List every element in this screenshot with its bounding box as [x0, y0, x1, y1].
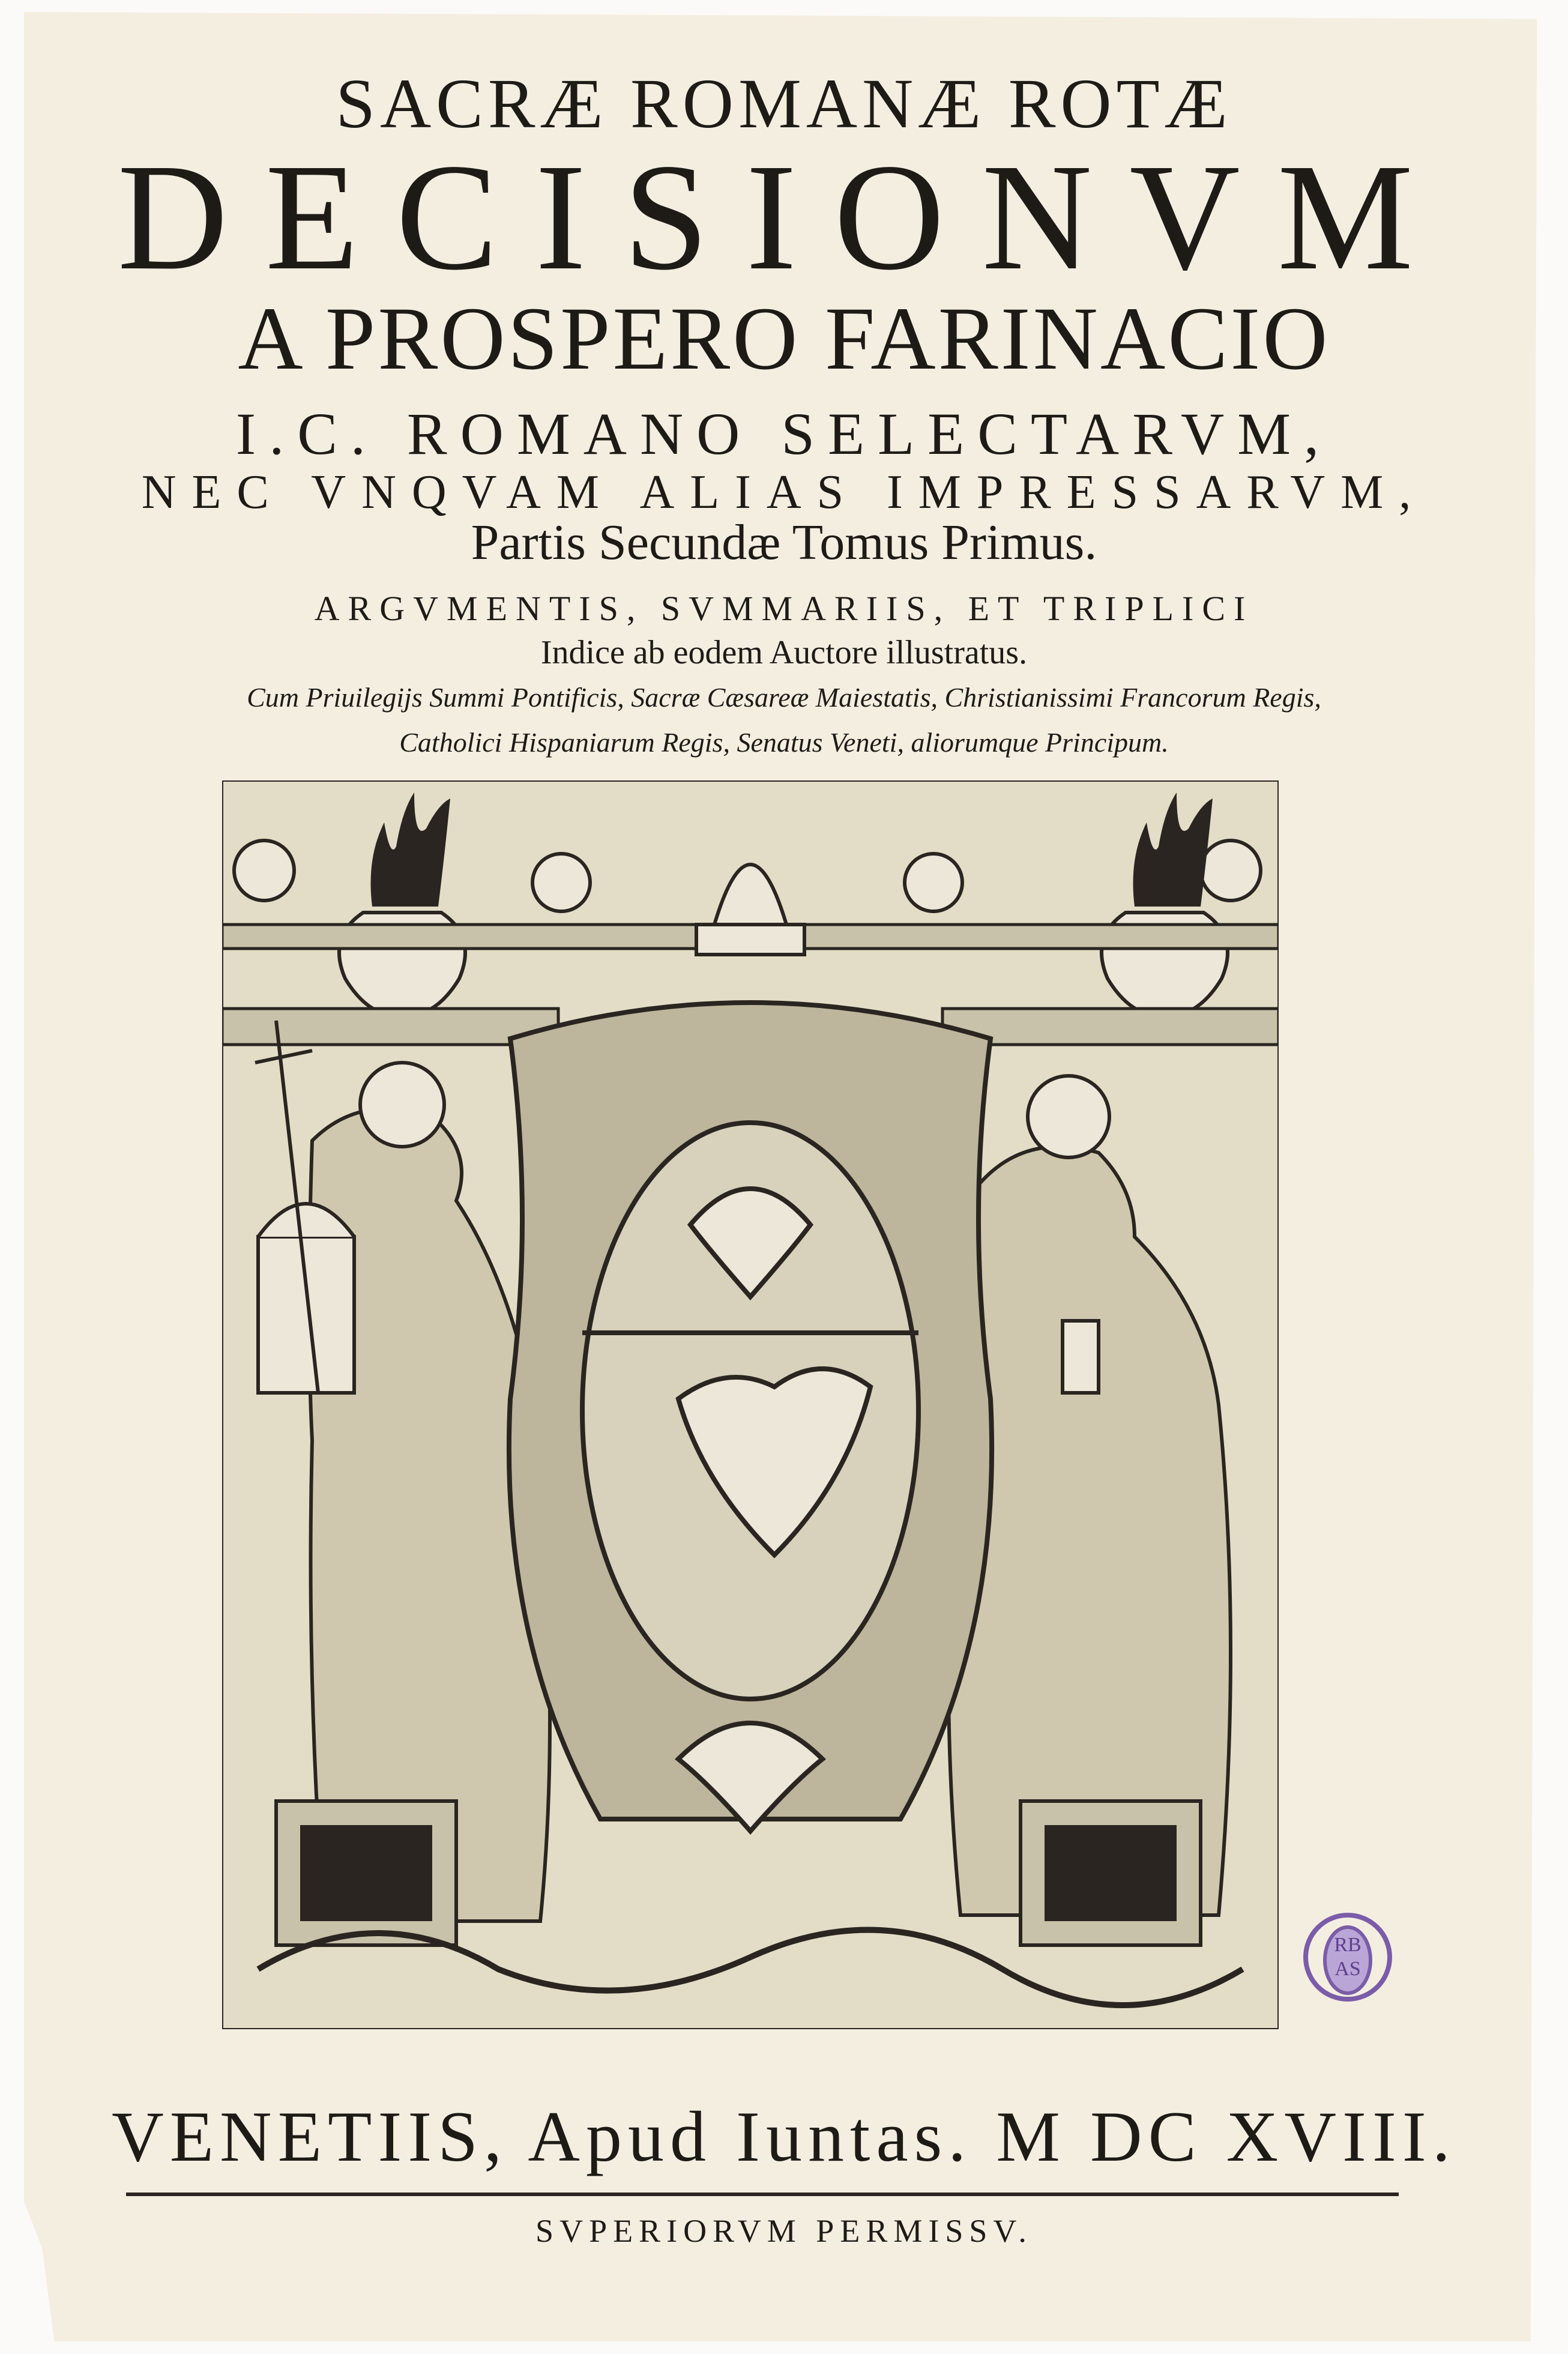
divider-rule: [126, 2193, 1399, 2196]
volume-line: Partis Secundæ Tomus Primus.: [471, 515, 1097, 570]
subtitle-line-2: NEC VNQVAM ALIAS IMPRESSARVM,: [141, 466, 1427, 519]
library-stamp-icon: [1297, 1903, 1399, 2011]
imprint-line: VENETIIS, Apud Iuntas. M DC XVIII.: [112, 2096, 1456, 2176]
title-line-1: SACRÆ ROMANÆ ROTÆ: [336, 64, 1232, 143]
permission-line: SVPERIORVM PERMISSV.: [535, 2213, 1033, 2249]
author-line: A PROSPERO FARINACIO: [238, 289, 1330, 388]
subtitle-line-1: I.C. ROMANO SELECTARVM,: [235, 400, 1333, 467]
title-line-2: DECISIONVM: [117, 133, 1451, 302]
contents-line-1: ARGVMENTIS, SVMMARIIS, ET TRIPLICI: [314, 589, 1254, 628]
coat-of-arms-engraving-icon: [222, 780, 1279, 2029]
svg-text:AS: AS: [1334, 1958, 1361, 1980]
privilege-line-1: Cum Priuilegijs Summi Pontificis, Sacræ Cæsareæ Maiestatis, Christianissimi Francorum Regis,: [247, 682, 1321, 713]
svg-text:RB: RB: [1334, 1934, 1361, 1956]
privilege-line-2: Catholici Hispaniarum Regis, Senatus Veneti, aliorumque Principum.: [399, 727, 1169, 758]
contents-line-2: Indice ab eodem Auctore illustratus.: [540, 634, 1028, 671]
